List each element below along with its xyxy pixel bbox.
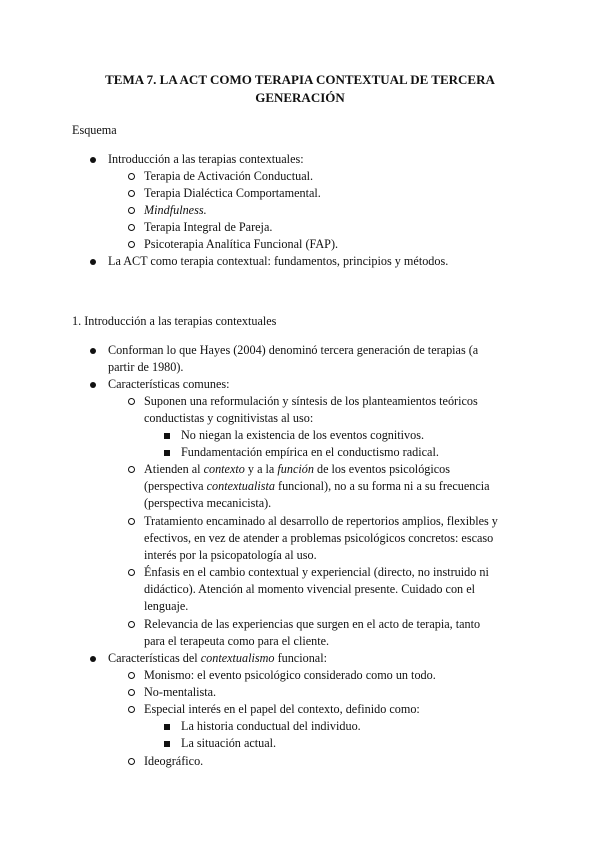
esquema-heading: Esquema (72, 123, 117, 137)
s1-b1-line-1: Conforman lo que Hayes (2004) denominó tercera generación de terapias (a (108, 343, 479, 357)
s1-c2-line-1: Atienden al contexto y a la función de los eventos psicológicos (144, 462, 451, 476)
s1-c2-line-2: (perspectiva contextualista funcional), no a su forma ni a su frecuencia (144, 479, 490, 493)
square-bullet-icon (164, 450, 170, 456)
outline-sub-5: Psicoterapia Analítica Funcional (FAP). (144, 237, 339, 251)
circle-bullet-icon (128, 398, 135, 405)
s1-c4-line-3: lenguaje. (144, 599, 189, 613)
bullet-icon (90, 382, 96, 388)
s1-c4-line-2: didáctico). Atención al momento vivencial presente. Cuidado con el (144, 582, 475, 596)
outline-sub-2: Terapia Dialéctica Comportamental. (144, 186, 321, 200)
s1-c4-line-1: Énfasis en el cambio contextual y experiencial (directo, no instruido ni (144, 565, 489, 579)
circle-bullet-icon (128, 672, 135, 679)
circle-bullet-icon (128, 569, 135, 576)
title-line-1: TEMA 7. LA ACT COMO TERAPIA CONTEXTUAL DE TERCERA (105, 72, 495, 87)
title-line-2: GENERACIÓN (255, 90, 345, 105)
s1-c2-line-3: (perspectiva mecanicista). (144, 496, 272, 510)
outline-sub-4: Terapia Integral de Pareja. (144, 220, 273, 234)
circle-bullet-icon (128, 706, 135, 713)
circle-bullet-icon (128, 190, 135, 197)
s1-d4: Ideográfico. (144, 754, 204, 768)
s1-c5-line-2: para el terapeuta como para el cliente. (144, 634, 330, 648)
s1-c5-line-1: Relevancia de las experiencias que surgen en el acto de terapia, tanto (144, 617, 481, 631)
s1-c1-line-2: conductistas y cognitivistas al uso: (144, 411, 314, 425)
s1-b1-line-2: partir de 1980). (108, 360, 184, 374)
s1-c1-sub-2: Fundamentación empírica en el conductismo radical. (181, 445, 439, 459)
s1-c1-sub-1: No niegan la existencia de los eventos cognitivos. (181, 428, 425, 442)
circle-bullet-icon (128, 621, 135, 628)
bullet-icon (90, 656, 96, 662)
outline-sub-3: Mindfulness. (144, 203, 207, 217)
s1-d3-sub-2: La situación actual. (181, 736, 277, 750)
outline-act: La ACT como terapia contextual: fundamentos, principios y métodos. (108, 254, 449, 268)
s1-c3-line-2: efectivos, en vez de atender a problemas psicológicos concretos: escaso (144, 531, 494, 545)
outline-sub-1: Terapia de Activación Conductual. (144, 169, 314, 183)
circle-bullet-icon (128, 173, 135, 180)
s1-d3-sub-1: La historia conductual del individuo. (181, 719, 361, 733)
bullet-icon (90, 259, 96, 265)
circle-bullet-icon (128, 207, 135, 214)
bullet-icon (90, 157, 96, 163)
circle-bullet-icon (128, 758, 135, 765)
s1-c3-line-3: interés por la psicopatología al uso. (144, 548, 317, 562)
square-bullet-icon (164, 741, 170, 747)
square-bullet-icon (164, 724, 170, 730)
circle-bullet-icon (128, 224, 135, 231)
square-bullet-icon (164, 433, 170, 439)
s1-c1-line-1: Suponen una reformulación y síntesis de los planteamientos teóricos (144, 394, 478, 408)
circle-bullet-icon (128, 689, 135, 696)
circle-bullet-icon (128, 466, 135, 473)
circle-bullet-icon (128, 518, 135, 525)
bullet-icon (90, 348, 96, 354)
s1-b3: Características del contextualismo funcional: (108, 651, 327, 665)
outline-intro: Introducción a las terapias contextuales: (108, 152, 304, 166)
s1-b2: Características comunes: (108, 377, 230, 391)
s1-d3: Especial interés en el papel del contexto, definido como: (144, 702, 420, 716)
section-1-heading: 1. Introducción a las terapias contextuales (72, 314, 277, 328)
s1-c3-line-1: Tratamiento encaminado al desarrollo de repertorios amplios, flexibles y (144, 514, 498, 528)
s1-d2: No-mentalista. (144, 685, 217, 699)
circle-bullet-icon (128, 241, 135, 248)
s1-d1: Monismo: el evento psicológico considerado como un todo. (144, 668, 436, 682)
